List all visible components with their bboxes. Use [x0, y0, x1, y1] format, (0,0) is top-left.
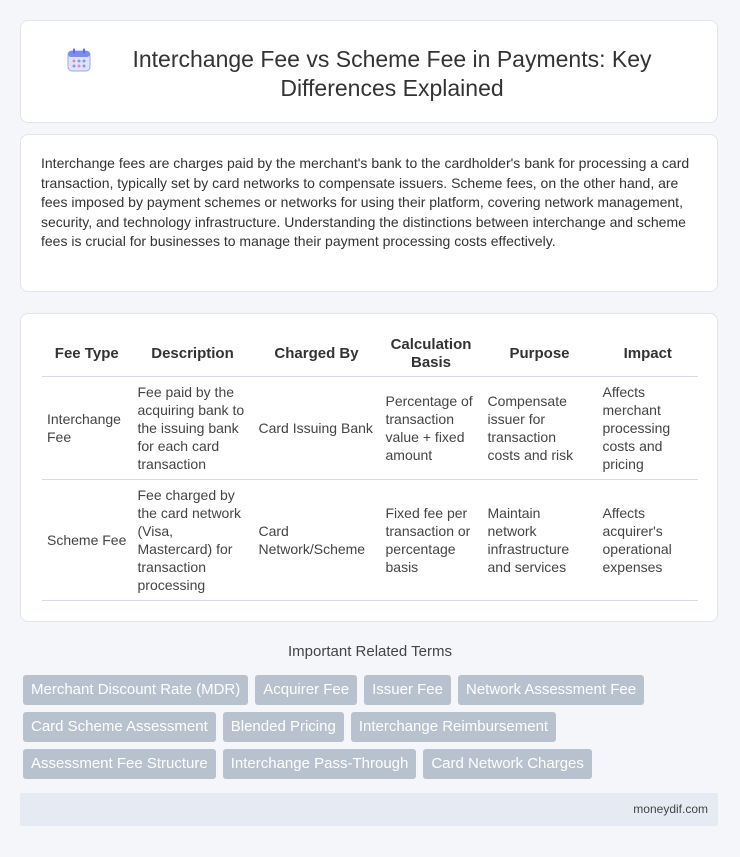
- table-cell: Percentage of transaction value + fixed amount: [380, 377, 482, 480]
- comparison-table: [42, 332, 698, 601]
- table-cell: Compensate issuer for transaction costs and risk: [482, 377, 597, 480]
- intro-paragraph: Interchange fees are charges paid by the merchant's bank to the cardholder's bank for processing a card transaction, typically set by card networks to compensate issuers. Scheme fees, on the other hand, are fees imposed by payment schemes or networks for using their platform, covering network management, security, and technology infrastructure. Understanding the distinctions between interchange and scheme fees is crucial for businesses to manage their payment processing costs effectively.: [41, 155, 690, 249]
- related-term-tag[interactable]: Assessment Fee Structure: [23, 749, 216, 779]
- table-header-row: [42, 332, 698, 377]
- table-cell: Affects merchant processing costs and pricing: [597, 377, 698, 480]
- table-cell: Fee charged by the card network (Visa, Mastercard) for transaction processing: [132, 480, 253, 601]
- column-header: Impact: [597, 332, 698, 377]
- column-header: Charged By: [253, 332, 380, 377]
- column-header: Fee Type: [42, 332, 132, 377]
- related-terms-list: [23, 675, 703, 786]
- table-cell: Card Network/Scheme: [253, 480, 380, 601]
- related-term-tag[interactable]: Card Network Charges: [423, 749, 592, 779]
- related-term-tag[interactable]: Merchant Discount Rate (MDR): [23, 675, 248, 705]
- table-row: [42, 480, 698, 601]
- table-cell: Interchange Fee: [42, 377, 132, 480]
- related-term-tag[interactable]: Interchange Reimbursement: [351, 712, 556, 742]
- table-cell: Affects acquirer's operational expenses: [597, 480, 698, 601]
- related-term-tag[interactable]: Acquirer Fee: [255, 675, 357, 705]
- table-row: [42, 377, 698, 480]
- related-term-tag[interactable]: Blended Pricing: [223, 712, 344, 742]
- related-term-tag[interactable]: Card Scheme Assessment: [23, 712, 216, 742]
- site-credit: moneydif.com: [633, 802, 708, 816]
- title-card: [20, 20, 718, 123]
- table-cell: Fee paid by the acquiring bank to the issuing bank for each card transaction: [132, 377, 253, 480]
- column-header: Purpose: [482, 332, 597, 377]
- related-term-tag[interactable]: Interchange Pass-Through: [223, 749, 417, 779]
- column-header: Description: [132, 332, 253, 377]
- table-cell: Scheme Fee: [42, 480, 132, 601]
- table-cell: Card Issuing Bank: [253, 377, 380, 480]
- table-cell: Maintain network infrastructure and services: [482, 480, 597, 601]
- intro-card: [20, 134, 718, 292]
- calendar-icon: [66, 47, 92, 73]
- related-term-tag[interactable]: Network Assessment Fee: [458, 675, 644, 705]
- related-terms-heading: Important Related Terms: [288, 643, 452, 660]
- page-title: Interchange Fee vs Scheme Fee in Payments: Key Differences Explained: [132, 46, 652, 101]
- related-term-tag[interactable]: Issuer Fee: [364, 675, 451, 705]
- table-cell: Fixed fee per transaction or percentage basis: [380, 480, 482, 601]
- title-row: [21, 21, 717, 103]
- comparison-table-card: [20, 313, 718, 622]
- column-header: Calculation Basis: [380, 332, 482, 377]
- footer-bar: [20, 793, 718, 826]
